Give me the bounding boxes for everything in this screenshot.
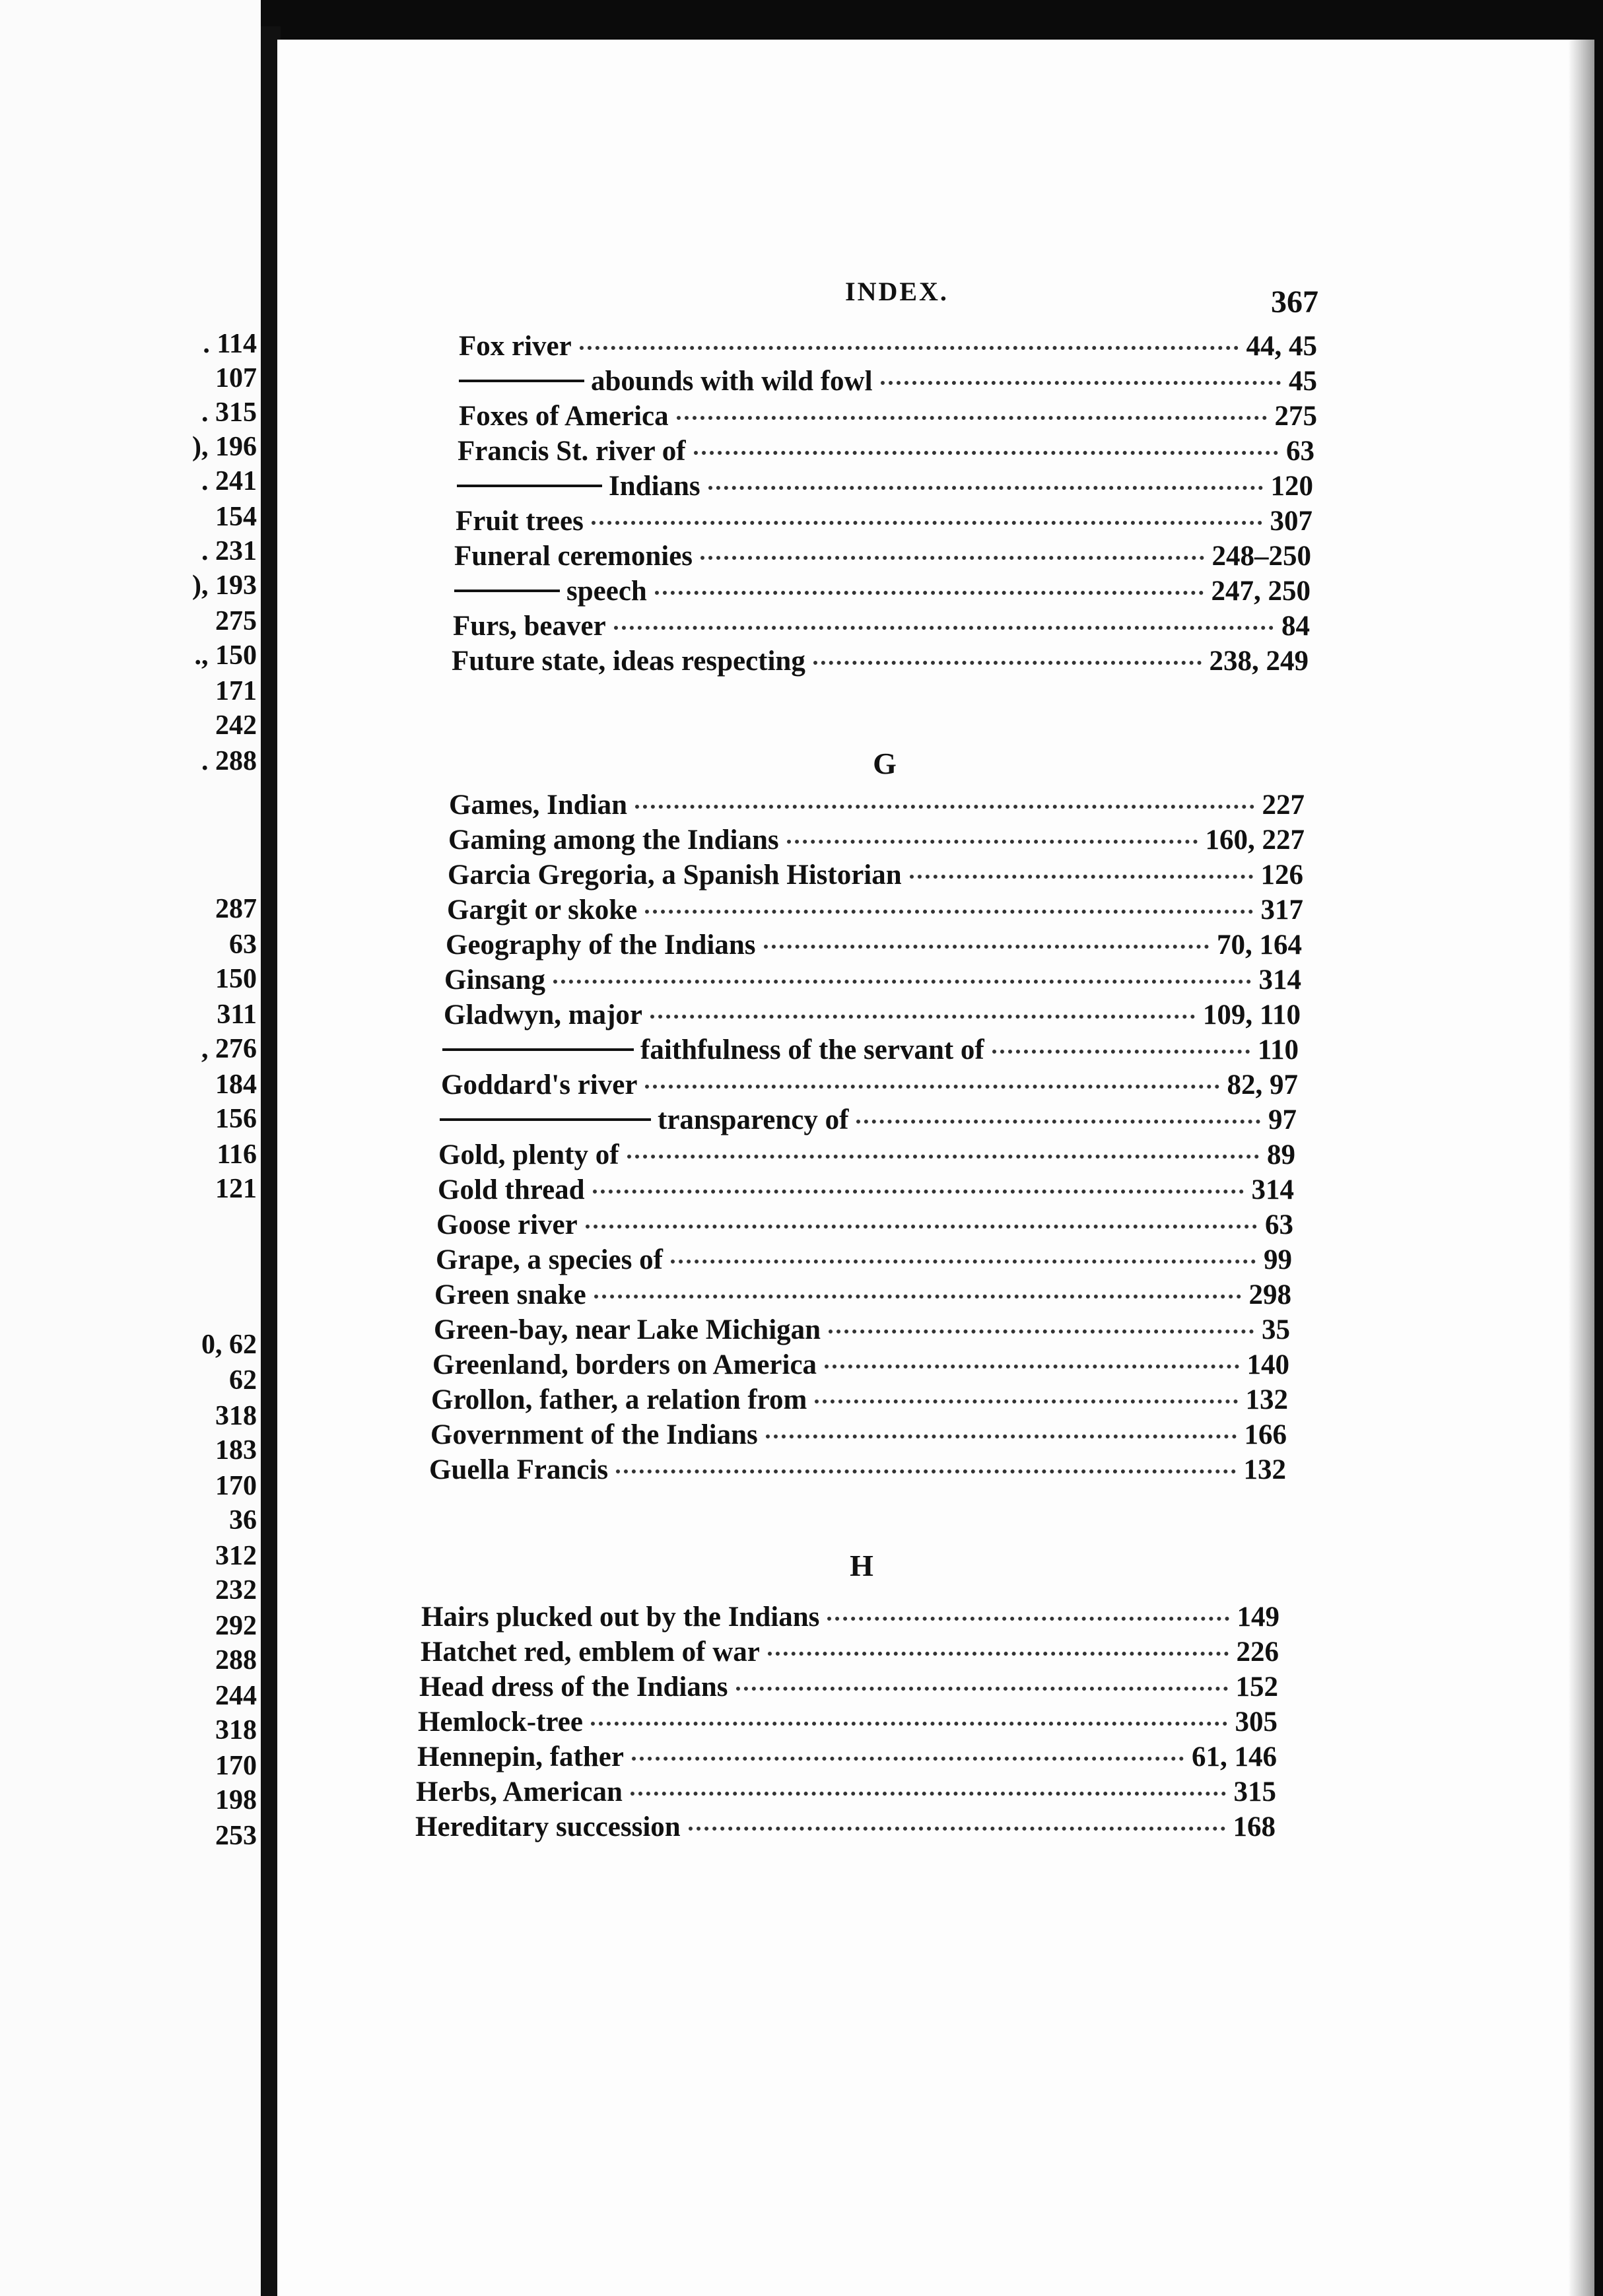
entry-pages: 132 — [1243, 1454, 1286, 1485]
dot-leader — [992, 1050, 1250, 1054]
left-page-number: 107 — [215, 363, 257, 393]
entry-term: Gladwyn, major — [444, 999, 642, 1030]
dot-leader — [591, 1722, 1227, 1726]
entry-pages: 305 — [1235, 1706, 1278, 1738]
entry-term: Games, Indian — [449, 790, 628, 821]
left-page-fragment — [0, 0, 261, 2296]
dot-leader — [910, 875, 1253, 879]
entry-pages: 132 — [1245, 1384, 1288, 1415]
left-page-number: 244 — [215, 1681, 257, 1711]
left-page-number: 288 — [215, 1645, 257, 1675]
index-entry — [444, 999, 1301, 1032]
dot-leader — [594, 1295, 1241, 1299]
entry-pages: 152 — [1235, 1671, 1278, 1703]
left-page-number: 170 — [215, 1471, 257, 1501]
left-page-number: 62 — [229, 1365, 257, 1396]
index-entry — [454, 575, 1311, 608]
index-entry — [421, 1636, 1279, 1669]
entry-term: Francis St. river of — [458, 436, 686, 467]
entry-term: transparency of — [658, 1104, 849, 1135]
entry-term: Hennepin, father — [417, 1741, 624, 1773]
dot-leader — [635, 805, 1254, 809]
entry-term: Foxes of America — [459, 401, 669, 432]
index-entry — [416, 1776, 1276, 1809]
dot-leader — [614, 626, 1274, 630]
entry-pages: 70, 164 — [1217, 929, 1302, 961]
index-entry — [430, 1419, 1287, 1452]
ditto-rule — [442, 1048, 634, 1051]
entry-pages: 63 — [1265, 1209, 1293, 1240]
entry-term: Hairs plucked out by the Indians — [421, 1602, 820, 1633]
dot-leader — [881, 381, 1281, 385]
dot-leader — [632, 1757, 1184, 1761]
dot-leader — [592, 521, 1262, 525]
page-edge-shadow — [1568, 40, 1594, 2296]
entry-pages: 160, 227 — [1205, 825, 1305, 856]
dot-leader — [645, 910, 1252, 914]
entry-pages: 63 — [1286, 436, 1314, 467]
index-entry — [442, 1034, 1299, 1067]
dot-leader — [813, 661, 1202, 665]
dot-leader — [827, 1617, 1229, 1621]
dot-leader — [815, 1400, 1237, 1403]
entry-pages: 45 — [1289, 366, 1317, 397]
entry-term: Greenland, borders on America — [432, 1349, 817, 1380]
dot-leader — [694, 451, 1278, 455]
left-page-number: 36 — [229, 1505, 257, 1536]
index-entry — [436, 1244, 1292, 1277]
entry-term: Funeral ceremonies — [454, 541, 693, 572]
entry-term: Gold, plenty of — [438, 1139, 619, 1170]
entry-term: Fox river — [459, 331, 572, 362]
page-number: 367 — [1271, 285, 1318, 320]
index-entry — [456, 505, 1313, 538]
index-entry — [434, 1279, 1291, 1312]
left-page-number: ., 150 — [194, 640, 257, 671]
left-page-number: 0, 62 — [201, 1330, 257, 1360]
index-entry — [438, 1174, 1294, 1207]
entry-term: Garcia Gregoria, a Spanish Historian — [448, 860, 902, 891]
dot-leader — [768, 1652, 1229, 1656]
dot-leader — [580, 346, 1239, 350]
dot-leader — [586, 1225, 1257, 1229]
entry-term: Grollon, father, a relation from — [431, 1384, 807, 1415]
index-entry — [458, 435, 1314, 468]
entry-pages: 315 — [1233, 1776, 1276, 1807]
dot-leader — [766, 1435, 1237, 1438]
ditto-rule — [457, 485, 602, 487]
entry-term: Hatchet red, emblem of war — [421, 1637, 760, 1668]
entry-term: Gold thread — [438, 1174, 585, 1205]
entry-pages: 166 — [1244, 1419, 1287, 1450]
dot-leader — [593, 1190, 1244, 1194]
index-entry — [459, 400, 1317, 433]
entry-term: Fruit trees — [456, 506, 584, 537]
dot-leader — [627, 1155, 1259, 1159]
index-entry — [415, 1811, 1276, 1844]
entry-pages: 275 — [1274, 401, 1317, 432]
index-entry — [448, 824, 1305, 857]
entry-term: abounds with wild fowl — [591, 366, 873, 397]
left-page-number: 312 — [215, 1541, 257, 1571]
entry-pages: 149 — [1237, 1602, 1279, 1633]
dot-leader — [689, 1827, 1225, 1831]
entry-term: Green-bay, near Lake Michigan — [434, 1314, 821, 1345]
left-page-number: . 315 — [201, 397, 257, 428]
index-entry — [446, 929, 1302, 962]
entry-pages: 99 — [1264, 1244, 1292, 1275]
ditto-rule — [440, 1118, 651, 1121]
index-entry — [454, 540, 1311, 573]
entry-pages: 110 — [1257, 1034, 1299, 1065]
index-entry — [441, 1069, 1298, 1102]
index-entry — [448, 859, 1303, 892]
left-page-number: 287 — [215, 894, 257, 924]
dot-leader — [787, 840, 1198, 844]
dot-leader — [825, 1365, 1239, 1368]
index-entry — [453, 610, 1310, 643]
entry-term: Guella Francis — [429, 1454, 609, 1485]
dot-leader — [856, 1120, 1260, 1124]
entry-term: Green snake — [434, 1279, 586, 1310]
dot-leader — [671, 1260, 1256, 1264]
entry-term: Gargit or skoke — [447, 895, 638, 926]
left-page-number: . 114 — [203, 329, 257, 359]
ditto-rule — [459, 380, 584, 382]
left-page-number: 311 — [217, 999, 257, 1030]
left-page-number: 253 — [215, 1821, 257, 1851]
left-page-number: 121 — [215, 1174, 257, 1204]
entry-term: Head dress of the Indians — [419, 1671, 728, 1703]
index-entry — [417, 1741, 1277, 1774]
left-page-number: 171 — [215, 676, 257, 706]
ditto-rule — [454, 590, 560, 592]
left-page-number: 292 — [215, 1611, 257, 1641]
entry-term: Indians — [609, 471, 700, 502]
dot-leader — [708, 486, 1263, 490]
index-entry — [459, 330, 1317, 363]
left-page-number: 318 — [215, 1401, 257, 1431]
index-entry — [452, 645, 1309, 678]
entry-pages: 44, 45 — [1246, 331, 1317, 362]
left-page-number: . 231 — [201, 536, 257, 566]
entry-pages: 140 — [1246, 1349, 1289, 1380]
index-entry — [459, 365, 1317, 398]
entry-term: Grape, a species of — [436, 1244, 663, 1275]
index-entry — [438, 1139, 1295, 1172]
left-page-number: 318 — [215, 1715, 257, 1745]
entry-term: Furs, beaver — [453, 611, 606, 642]
entry-pages: 84 — [1281, 611, 1310, 642]
entry-pages: 82, 97 — [1227, 1069, 1298, 1100]
entry-term: Hemlock-tree — [418, 1706, 583, 1738]
entry-pages: 89 — [1267, 1139, 1295, 1170]
index-entry — [421, 1601, 1279, 1634]
dot-leader — [736, 1687, 1228, 1691]
index-entry — [429, 1454, 1286, 1487]
entry-term: speech — [566, 576, 647, 607]
left-page-number: 63 — [229, 929, 257, 960]
entry-term: Hereditary succession — [415, 1811, 681, 1842]
entry-term: Future state, ideas respecting — [452, 646, 805, 677]
entry-pages: 61, 146 — [1192, 1741, 1277, 1773]
entry-term: Geography of the Indians — [446, 929, 756, 961]
entry-term: Gaming among the Indians — [448, 825, 779, 856]
left-page-number: , 276 — [201, 1034, 257, 1064]
entry-pages: 226 — [1236, 1637, 1279, 1668]
entry-term: Ginsang — [444, 964, 545, 996]
index-entry — [434, 1314, 1290, 1347]
dot-leader — [650, 1015, 1195, 1019]
left-page-number: 183 — [215, 1435, 257, 1466]
entry-pages: 247, 250 — [1211, 576, 1311, 607]
index-entry — [419, 1671, 1278, 1704]
dot-leader — [553, 980, 1251, 984]
entry-pages: 248–250 — [1211, 541, 1311, 572]
running-header: INDEX. — [845, 277, 949, 306]
entry-pages: 168 — [1233, 1811, 1276, 1842]
section-letter: G — [873, 747, 897, 780]
section-letter: H — [850, 1549, 873, 1582]
left-page-number: . 288 — [201, 746, 257, 776]
entry-pages: 314 — [1258, 964, 1301, 996]
dot-leader — [645, 1085, 1219, 1089]
dot-leader — [764, 945, 1210, 949]
index-page — [277, 40, 1594, 2296]
left-page-number: 232 — [215, 1575, 257, 1605]
entry-pages: 35 — [1262, 1314, 1290, 1345]
dot-leader — [616, 1469, 1235, 1473]
index-entry — [447, 894, 1303, 927]
left-page-number: 242 — [215, 710, 257, 741]
index-entry — [457, 470, 1313, 503]
left-page-number: ), 193 — [192, 570, 257, 601]
entry-pages: 314 — [1251, 1174, 1294, 1205]
left-page-number: 275 — [215, 606, 257, 636]
index-entry — [444, 964, 1301, 997]
entry-pages: 126 — [1260, 860, 1303, 891]
entry-pages: 298 — [1248, 1279, 1291, 1310]
left-page-number: ), 196 — [192, 432, 257, 462]
entry-term: Goose river — [436, 1209, 578, 1240]
entry-pages: 317 — [1260, 895, 1303, 926]
dot-leader — [677, 416, 1267, 420]
entry-term: Government of the Indians — [430, 1419, 758, 1450]
dot-leader — [655, 591, 1204, 595]
entry-term: Herbs, American — [416, 1776, 623, 1807]
left-page-number: 184 — [215, 1069, 257, 1100]
entry-term: faithfulness of the servant of — [640, 1034, 984, 1065]
left-page-number: 156 — [215, 1104, 257, 1134]
index-entry — [436, 1209, 1293, 1242]
left-page-number: 170 — [215, 1751, 257, 1781]
entry-term: Goddard's river — [441, 1069, 638, 1100]
dot-leader — [829, 1330, 1254, 1334]
entry-pages: 120 — [1270, 471, 1313, 502]
index-entry — [440, 1104, 1297, 1137]
entry-pages: 307 — [1270, 506, 1313, 537]
entry-pages: 227 — [1262, 790, 1305, 821]
index-entry — [431, 1384, 1288, 1417]
entry-pages: 109, 110 — [1202, 999, 1301, 1030]
entry-pages: 238, 249 — [1209, 646, 1309, 677]
left-page-number: 150 — [215, 964, 257, 994]
index-entry — [432, 1349, 1289, 1382]
left-page-number: 198 — [215, 1785, 257, 1815]
left-page-number: 154 — [215, 502, 257, 532]
index-entry — [418, 1706, 1278, 1739]
entry-pages: 97 — [1268, 1104, 1297, 1135]
left-page-number: . 241 — [201, 466, 257, 496]
left-page-number: 116 — [217, 1139, 257, 1170]
dot-leader — [700, 556, 1204, 560]
index-entry — [449, 789, 1305, 822]
dot-leader — [631, 1792, 1226, 1796]
